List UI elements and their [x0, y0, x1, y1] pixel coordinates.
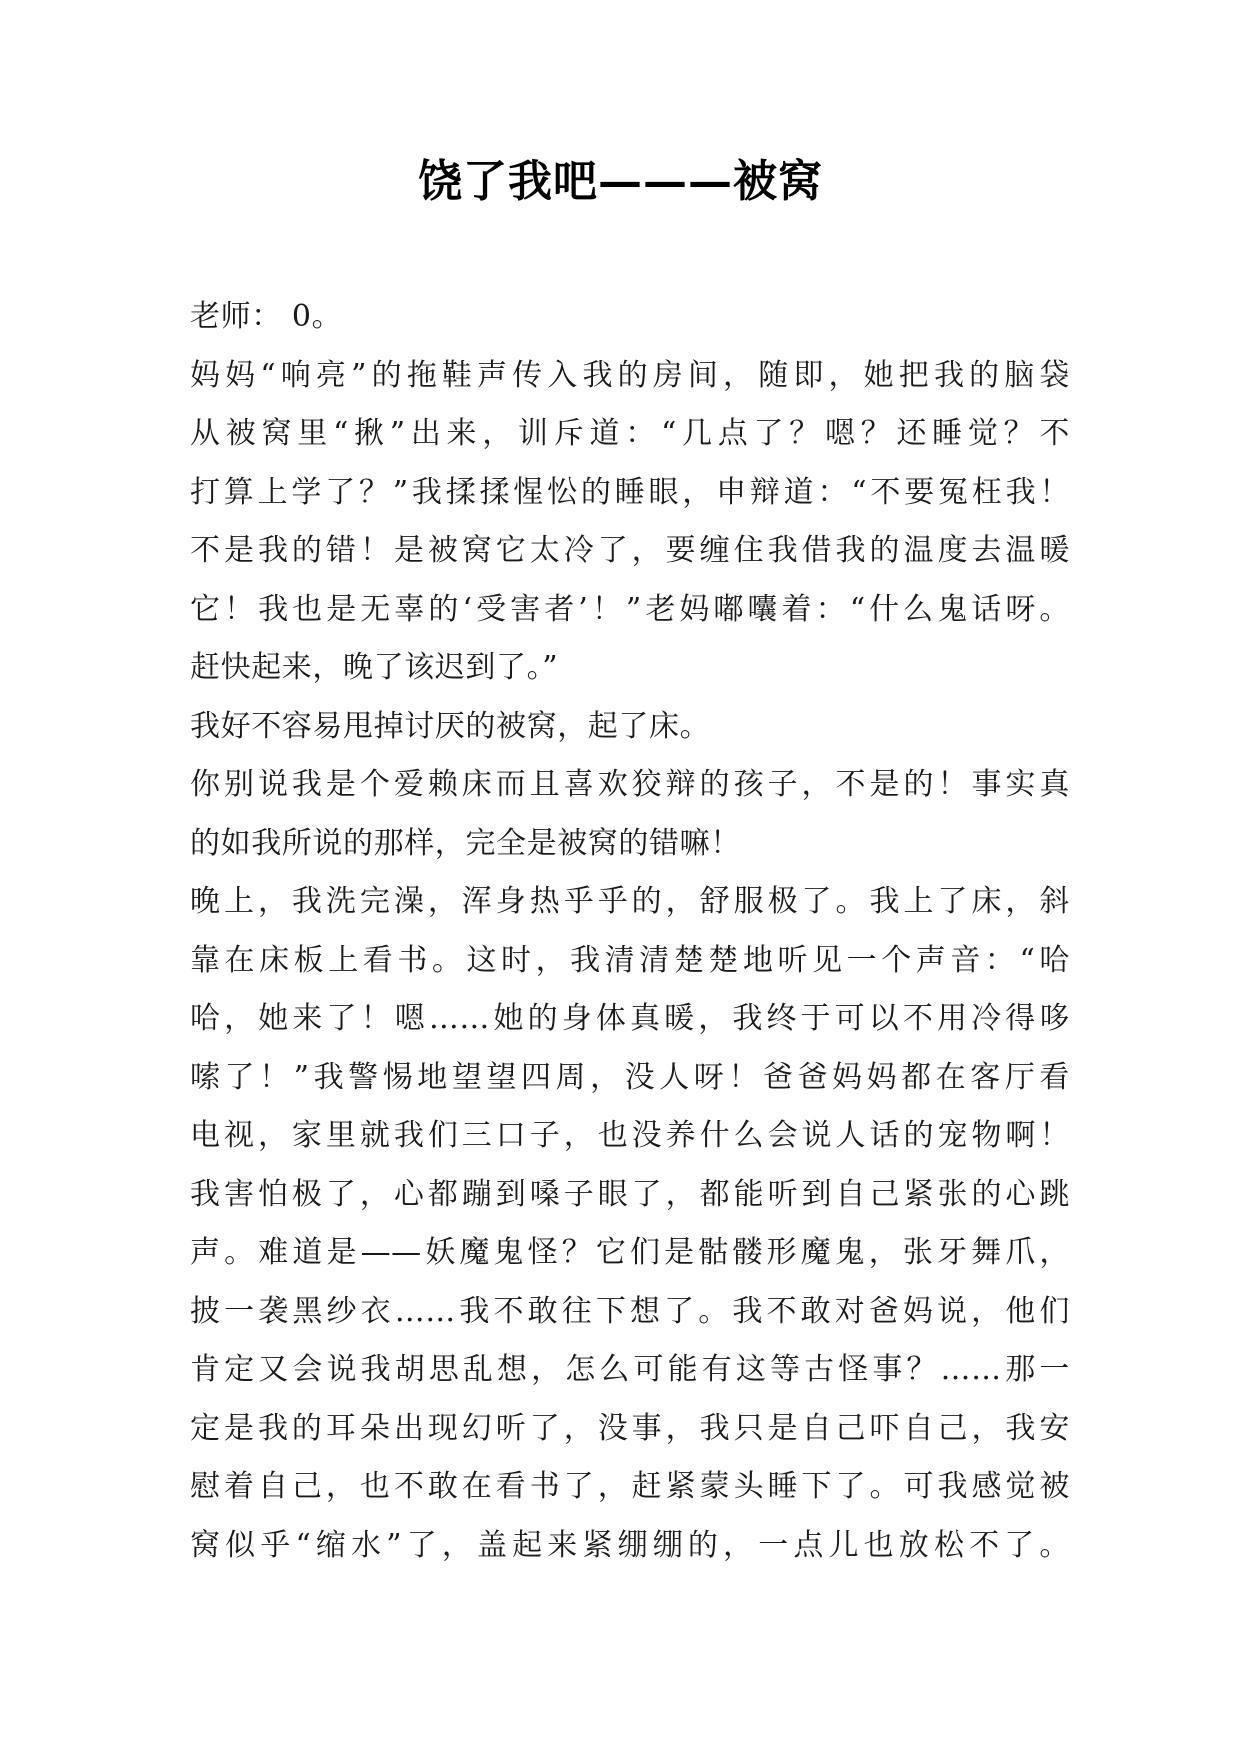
- text-line: 嗦了！”我警惕地望望四周，没人呀！爸爸妈妈都在客厅看: [190, 1059, 1070, 1095]
- text-line: 电视，家里就我们三口子，也没养什么会说人话的宠物啊！: [190, 1118, 1070, 1153]
- text-line: 我害怕极了，心都蹦到嗓子眼了，都能听到自己紧张的心跳: [190, 1176, 1070, 1212]
- text-line: 我好不容易甩掉讨厌的被窝，起了床。: [190, 708, 711, 744]
- text-line: 你别说我是个爱赖床而且喜欢狡辩的孩子，不是的！事实真: [190, 767, 1070, 802]
- text-line: 从被窝里“揪”出来，训斥道：“几点了？嗯？还睡觉？不: [190, 416, 1070, 451]
- text-line: 靠在床板上看书。这时，我清清楚楚地听见一个声音：“哈: [190, 942, 1070, 978]
- text-line: 定是我的耳朵出现幻听了，没事，我只是自己吓自己，我安: [190, 1410, 1070, 1446]
- text-line: 窝似乎“缩水”了，盖起来紧绷绷的，一点儿也放松不了。: [190, 1527, 1070, 1563]
- text-line: 晚上，我洗完澡，浑身热乎乎的，舒服极了。我上了床，斜: [190, 884, 1070, 919]
- text-line: 披一袭黑纱衣……我不敢往下想了。我不敢对爸妈说，他们: [190, 1293, 1070, 1329]
- text-line: 的如我所说的那样，完全是被窝的错嘛！: [190, 825, 741, 861]
- text-line: 哈，她来了！嗯……她的身体真暖，我终于可以不用冷得哆: [190, 1001, 1070, 1036]
- text-line: 慰着自己，也不敢在看书了，赶紧蒙头睡下了。可我感觉被: [190, 1469, 1070, 1504]
- text-line: 打算上学了？”我揉揉惺忪的睡眼，申辩道：“不要冤枉我！: [190, 474, 1070, 510]
- text-line: 不是我的错！是被窝它太冷了，要缠住我借我的温度去温暖: [190, 533, 1070, 568]
- text-line: 肯定又会说我胡思乱想，怎么可能有这等古怪事？……那一: [190, 1352, 1070, 1387]
- text-line: 妈妈“响亮”的拖鞋声传入我的房间，随即，她把我的脑袋: [190, 357, 1070, 393]
- text-line: 老师： 0。: [190, 299, 343, 334]
- document-body: [190, 288, 1070, 1575]
- text-line: 它！我也是无辜的‘受害者’！”老妈嘟囔着：“什么鬼话呀。: [190, 591, 1070, 627]
- text-line: 声。难道是——妖魔鬼怪？它们是骷髅形魔鬼，张牙舞爪，: [190, 1235, 1070, 1270]
- text-line: 赶快起来，晚了该迟到了。”: [190, 650, 559, 685]
- document-title: 饶了我吧———被窝: [418, 156, 823, 207]
